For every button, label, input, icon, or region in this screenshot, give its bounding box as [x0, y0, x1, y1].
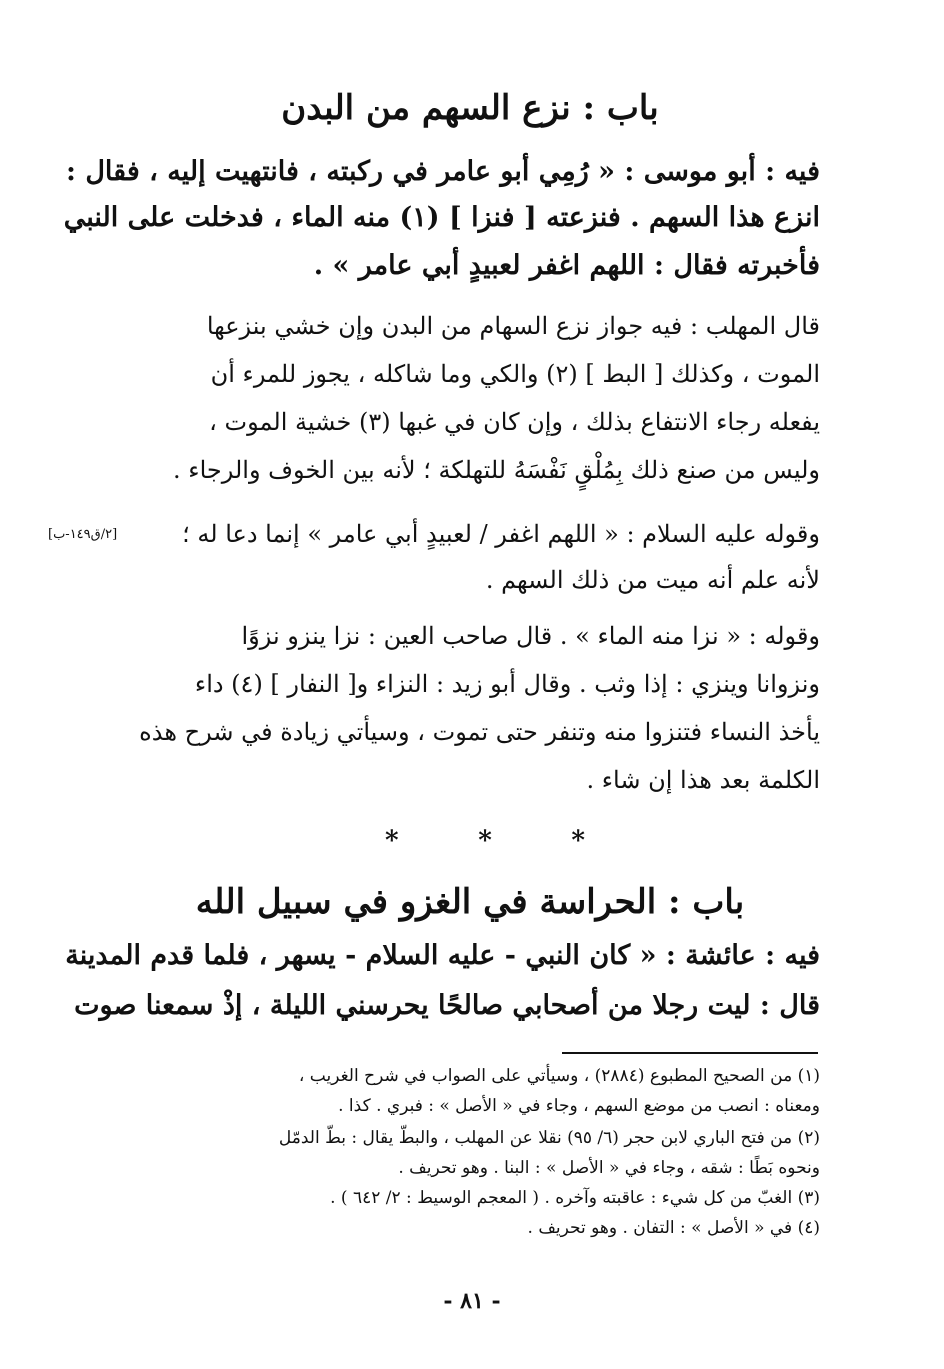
section-separator: [385, 826, 585, 856]
page-number: - ٨١ -: [443, 1288, 501, 1314]
manuscript-folio-ref: [٢/ق١٤٩-ب]: [48, 527, 118, 542]
footnote-line-4: ونحوه بَطًا : شقه ، وجاء في « الأصل » : البنا . وهو تحريف .: [398, 1158, 820, 1178]
hadith2-line-1: فيه : عائشة : « كان النبي - عليه السلام - يسهر ، فلما قدم المدينة: [65, 940, 820, 971]
saying-line-2: لأنه علم أنه ميت من ذلك السهم .: [485, 566, 820, 594]
chapter-heading-arrow-removal: باب : نزع السهم من البدن: [281, 88, 659, 128]
commentary-line-4: وليس من صنع ذلك بِمُلْقٍ نَفْسَهُ للتهلكة ؛ لأنه بين الخوف والرجاء .: [173, 456, 820, 484]
chapter-heading-guarding: باب : الحراسة في الغزو في سبيل الله: [195, 882, 745, 922]
separator-star: *: [385, 826, 399, 856]
footnote-divider: [562, 1052, 818, 1054]
hadith-line-1: فيه : أبو موسى : « رُمِي أبو عامر في ركبته ، فانتهيت إليه ، فقال :: [65, 156, 820, 187]
commentary-line-2: الموت ، وكذلك [ البط ] (٢) والكي وما شاكله ، يجوز للمرء أن: [210, 360, 820, 388]
footnote-line-1: (١) من الصحيح المطبوع (٢٨٨٤) ، وسيأتي على الصواب في شرح الغريب ،: [298, 1066, 820, 1086]
hadith-line-2: انزع هذا السهم . فنزعته [ فنزا ] (١) منه الماء ، فدخلت على النبي: [63, 202, 820, 233]
explanation-line-1: وقوله : « نزا منه الماء » . قال صاحب العين : نزا ينزو نزوًا: [241, 622, 820, 650]
explanation-line-2: ونزوانا وينزي : إذا وثب . وقال أبو زيد : النزاء و[ النفار ] (٤) داء: [194, 670, 820, 698]
explanation-line-4: الكلمة بعد هذا إن شاء .: [586, 766, 820, 794]
commentary-line-3: يفعله رجاء الانتفاع بذلك ، وإن كان في غبها (٣) خشية الموت ،: [209, 408, 820, 436]
footnote-line-5: (٣) الغبّ من كل شيء : عاقبته وآخره . ( المعجم الوسيط : ٢/ ٦٤٢ ) .: [330, 1188, 820, 1208]
separator-star: *: [571, 826, 585, 856]
hadith2-line-2: قال : ليت رجلا من أصحابي صالحًا يحرسني الليلة ، إذْ سمعنا صوت: [74, 990, 820, 1021]
separator-star: *: [478, 826, 492, 856]
hadith-line-3: فأخبرته فقال : اللهم اغفر لعبيدٍ أبي عامر » .: [313, 250, 820, 281]
footnote-line-2: ومعناه : انصب من موضع السهم ، وجاء في « الأصل » : فبري . كذا .: [338, 1096, 820, 1116]
saying-line-1: وقوله عليه السلام : « اللهم اغفر / لعبيدٍ أبي عامر » إنما دعا له ؛: [182, 520, 820, 548]
commentary-line-1: قال المهلب : فيه جواز نزع السهام من البدن وإن خشي بنزعها: [206, 312, 820, 340]
footnote-line-3: (٢) من فتح الباري لابن حجر (٦/ ٩٥) نقلا عن المهلب ، والبطّ يقال : بطّ الدمّل: [278, 1128, 820, 1148]
footnote-line-6: (٤) في « الأصل » : التفان . وهو تحريف .: [527, 1218, 820, 1238]
explanation-line-3: يأخذ النساء فتنزوا منه وتنفر حتى تموت ، وسيأتي زيادة في شرح هذه: [139, 718, 820, 746]
